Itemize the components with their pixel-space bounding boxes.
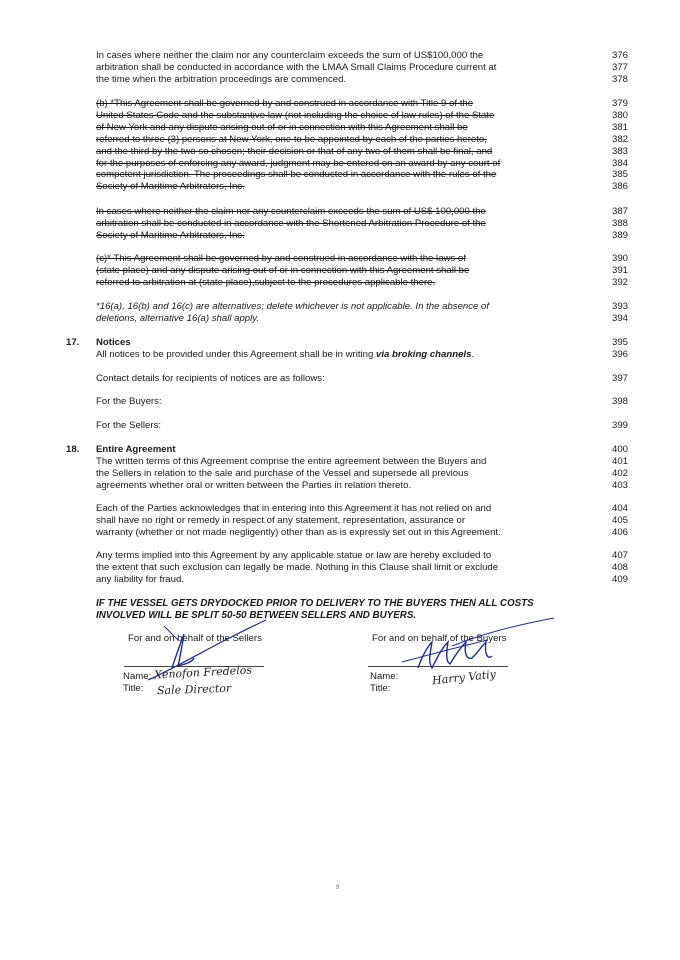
text-line: agreements whether oral or written between the Parties in relation thereto. xyxy=(96,479,412,491)
text-line: In cases where neither the claim nor any counterclaim exceeds the sum of US$100,000 the xyxy=(96,50,484,61)
clause-17-title: Notices xyxy=(96,337,131,348)
buyers-title-label: Title: xyxy=(370,683,391,694)
clause-18-entire-agreement xyxy=(96,444,531,492)
text-line: IF THE VESSEL GETS DRYDOCKED PRIOR TO DELIVERY TO THE BUYERS THEN ALL COSTS xyxy=(96,598,534,609)
sellers-title-label: Title: xyxy=(123,683,144,694)
text-line: The written terms of this Agreement comprise the entire agreement between the Buyers and xyxy=(96,455,487,467)
page-number: 9 xyxy=(336,885,340,891)
line-numbers xyxy=(602,550,628,586)
line-number: 388 xyxy=(611,217,628,229)
text-line: warranty (whether or not made negligently) other than as is expressly set out in this Agreement. xyxy=(96,526,501,538)
text-line: deletions, alternative 16(a) shall apply. xyxy=(96,312,260,324)
line-number: 405 xyxy=(611,514,628,526)
line-number: 387 xyxy=(611,206,628,217)
buyers-name-label: Name: xyxy=(370,671,399,682)
contact-details-line: Contact details for recipients of notices are as follows: xyxy=(96,373,325,384)
line-number: 380 xyxy=(611,109,628,121)
sellers-handwritten-name: Xenofon Fredelos xyxy=(153,663,253,682)
buyers-handwritten-name: Harry Vatiy xyxy=(431,667,497,688)
text-line: and the third by the two so chosen; their decision or that of any two of them shall be final, and xyxy=(96,145,493,157)
line-number: 390 xyxy=(611,253,628,264)
clause-16c-struck-paragraph xyxy=(96,253,531,289)
line-number: 382 xyxy=(611,133,628,145)
text-line xyxy=(96,349,531,361)
text-line: the time when the arbitration proceedings are commenced. xyxy=(96,73,347,85)
implied-terms-paragraph xyxy=(96,550,531,586)
line-number: 379 xyxy=(611,98,628,109)
text-line: Society of Maritime Arbitrators, Inc. xyxy=(96,229,245,241)
line-numbers xyxy=(602,337,628,361)
line-number: 389 xyxy=(611,229,628,241)
sellers-handwritten-title: Sale Director xyxy=(156,681,232,698)
text-line: for the purposes of enforcing any award, judgment may be entered on an award by any court of xyxy=(96,157,501,169)
alternatives-note xyxy=(96,301,531,325)
line-number: 406 xyxy=(611,526,628,538)
line-number: 384 xyxy=(611,157,628,169)
notices-period: . xyxy=(471,348,475,360)
text-line: *16(a), 16(b) and 16(c) are alternatives; delete whichever is not applicable. In the absence of xyxy=(96,301,490,312)
line-numbers xyxy=(602,444,628,492)
text-line: (c)* This Agreement shall be governed by and construed in accordance with the laws of xyxy=(96,253,466,264)
line-number: 394 xyxy=(611,312,628,324)
line-number: 385 xyxy=(611,169,628,181)
sellers-signature-heading: For and on behalf of the Sellers xyxy=(128,633,262,644)
text-line: of New York and any dispute arising out of or in connection with this Agreement shall be xyxy=(96,121,468,133)
sellers-signature-mark xyxy=(140,606,280,686)
line-number: 376 xyxy=(611,50,628,61)
buyers-signature-mark xyxy=(392,606,562,686)
line-numbers xyxy=(602,50,628,86)
clause-16b-struck-paragraph xyxy=(96,98,531,193)
line-numbers xyxy=(602,503,628,539)
text-line: Each of the Parties acknowledges that in entering into this Agreement it has not relied on and xyxy=(96,503,492,514)
text-line: In cases where neither the claim nor any counterclaim exceeds the sum of US$ 100,000 the xyxy=(96,206,486,217)
line-numbers xyxy=(602,301,628,325)
line-number: 381 xyxy=(611,121,628,133)
clause-17-notices xyxy=(96,337,531,361)
line-number: 400 xyxy=(611,444,628,455)
line-number: 403 xyxy=(611,479,628,491)
line-number: 396 xyxy=(611,348,628,360)
line-numbers xyxy=(602,98,628,193)
line-number: 398 xyxy=(611,396,628,407)
line-number: 407 xyxy=(611,550,628,561)
notices-emphasis: via broking channels xyxy=(375,348,472,360)
line-number: 404 xyxy=(611,503,628,514)
line-number: 377 xyxy=(611,61,628,73)
clause-18-number: 18. xyxy=(66,444,80,455)
text-line: referred to three (3) persons at New York, one to be appointed by each of the parties hereto, xyxy=(96,133,487,145)
line-number: 386 xyxy=(611,181,628,193)
text-line: any liability for fraud. xyxy=(96,573,184,585)
sellers-name-label: Name: xyxy=(123,671,152,682)
text-line: United States Code and the substantive law (not including the choice of law rules) of the State xyxy=(96,109,495,121)
text-line: shall have no right or remedy in respect of any statement, representation, assurance or xyxy=(96,514,466,526)
arbitration-small-claims-paragraph xyxy=(96,50,531,86)
line-numbers xyxy=(602,206,628,242)
text-line: arbitration shall be conducted in accordance with the LMAA Small Claims Procedure current at xyxy=(96,61,497,73)
for-buyers-line: For the Buyers: xyxy=(96,396,162,407)
line-number: 397 xyxy=(611,373,628,384)
line-number: 392 xyxy=(611,276,628,288)
text-line: the Sellers in relation to the sale and purchase of the Vessel and supersede all previous xyxy=(96,467,469,479)
buyers-signature-heading: For and on behalf of the Buyers xyxy=(372,633,507,644)
text-line: (state place) and any dispute arising out of or in connection with this Agreement shall be xyxy=(96,264,470,276)
text-line: arbitration shall be conducted in accordance with the Shortened Arbitration Procedure of the xyxy=(96,217,486,229)
line-number: 401 xyxy=(611,455,628,467)
acknowledgement-paragraph xyxy=(96,503,531,539)
shortened-procedure-struck-paragraph xyxy=(96,206,531,242)
clause-18-title: Entire Agreement xyxy=(96,444,176,455)
line-number: 383 xyxy=(611,145,628,157)
line-number: 378 xyxy=(611,73,628,85)
text-line: referred to arbitration at (state place),subject to the procedures applicable there. xyxy=(96,276,436,288)
line-number: 402 xyxy=(611,467,628,479)
line-number: 409 xyxy=(611,573,628,585)
line-numbers xyxy=(602,253,628,289)
text-line: Any terms implied into this Agreement by any applicable statue or law are hereby excluded to xyxy=(96,550,492,561)
text-line: INVOLVED WILL BE SPLIT 50-50 BETWEEN SELLERS AND BUYERS. xyxy=(96,610,417,622)
notices-text: All notices to be provided under this Agreement shall be in writing xyxy=(96,348,376,360)
clause-17-number: 17. xyxy=(66,337,80,348)
text-line: competent jurisdiction. The proceedings shall be conducted in accordance with the rules of the xyxy=(96,169,497,181)
text-line: the extent that such exclusion can legally be made. Nothing in this Clause shall limit or exclude xyxy=(96,561,499,573)
text-line: Society of Maritime Arbitrators, Inc. xyxy=(96,181,245,193)
line-number: 393 xyxy=(611,301,628,312)
line-number: 408 xyxy=(611,561,628,573)
for-sellers-line: For the Sellers: xyxy=(96,420,162,431)
line-number: 395 xyxy=(611,337,628,348)
line-number: 391 xyxy=(611,264,628,276)
text-line: (b) *This Agreement shall be governed by and construed in accordance with Title 9 of the xyxy=(96,98,474,109)
line-number: 399 xyxy=(611,420,628,431)
